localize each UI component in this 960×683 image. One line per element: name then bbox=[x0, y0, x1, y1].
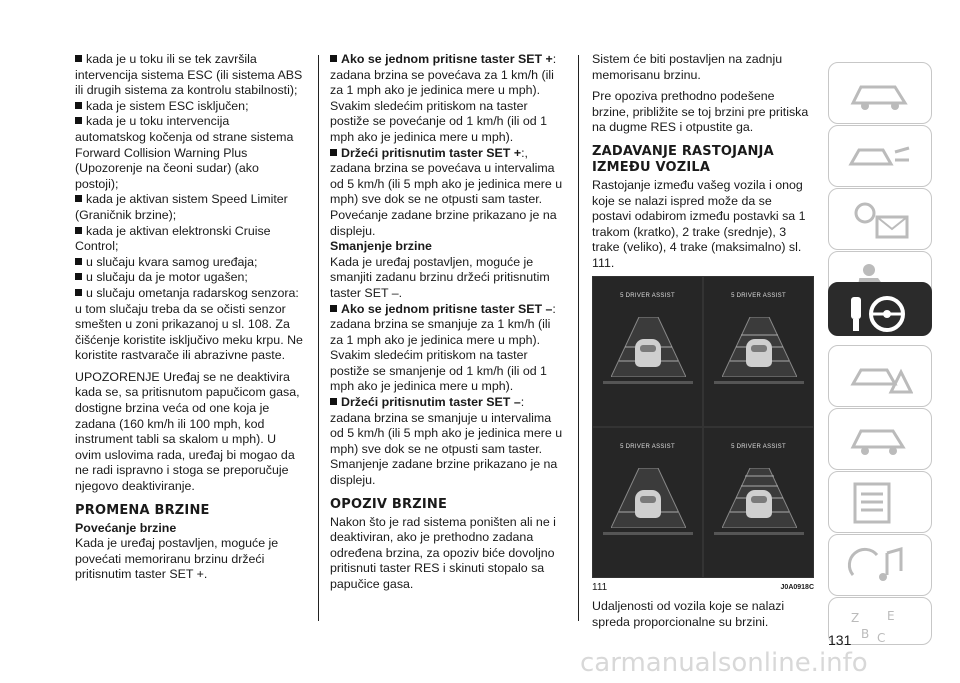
chapter-tab-dashboard[interactable] bbox=[828, 62, 932, 124]
bullet-item: Držeći pritisnutim taster SET –: zadana brzina se smanjuje u intervalima od 5 km/h (ili 5 mph ako je jedinica mere u mph) sve dok se ne otpusti sam taster. Smanjenje zadane brzine prikazano je na displeju. bbox=[330, 395, 563, 488]
distance-bar bbox=[603, 532, 693, 535]
car-icon bbox=[746, 339, 772, 367]
bullet-item: Držeći pritisnutim taster SET +:, zadana brzina se povećava u intervalima od 5 km/h (ili 5 mph ako je jedinica mere u mph) sve dok se ne otpusti sam taster. Povećanje zadane brzine prikazano je na displeju. bbox=[330, 145, 563, 238]
distance-bar bbox=[714, 532, 804, 535]
bullet-item: kada je aktivan sistem Speed Limiter (Graničnik brzine); bbox=[75, 192, 288, 222]
bullet-square-icon bbox=[330, 55, 337, 62]
bullet-item: Ako se jednom pritisne taster SET +: zadana brzina se povećava za 1 km/h (ili za 1 mph ako je jedinica mere u mph). Svakim sledećim pritiskom na taster postiže se povećanje od 1 km/h (ili od 1 mph ako je jedinica mere u mph). bbox=[330, 52, 557, 144]
car-warning-icon bbox=[847, 356, 913, 398]
car-lights-icon bbox=[847, 136, 913, 178]
body-paragraph: Rastojanje između vašeg vozila i onog koje se nalazi ispred može da se postavi odabirom između postavki sa 1 trakom (kratko), 2 trake (srednje), 3 trake (veliko), 4 trake (maksimalno) sl. 111. bbox=[592, 177, 806, 270]
section-heading: ZADAVANJE RASTOJANJA IZMEĐU VOZILA bbox=[592, 143, 774, 175]
display-panel: 5 DRIVER ASSIST bbox=[592, 276, 703, 427]
subsection-heading: Povećanje brzine bbox=[75, 520, 177, 535]
bullet-square-icon bbox=[75, 227, 82, 234]
distance-bar bbox=[603, 381, 693, 384]
key-steering-wheel-icon bbox=[847, 293, 913, 335]
column-middle bbox=[330, 52, 566, 599]
body-paragraph: Sistem će biti postavljen na zadnju memorisanu brzinu. bbox=[592, 52, 783, 82]
bullet-square-icon bbox=[75, 258, 82, 265]
section-heading: OPOZIV BRZINE bbox=[330, 496, 448, 512]
figure-number: 111 bbox=[592, 581, 608, 593]
car-icon bbox=[635, 490, 661, 518]
bullet-square-icon bbox=[75, 55, 82, 62]
display-panel: 5 DRIVER ASSIST bbox=[703, 427, 814, 578]
car-icon bbox=[746, 490, 772, 518]
svg-text:C: C bbox=[877, 631, 886, 645]
column-divider bbox=[578, 55, 579, 621]
document-list-icon bbox=[847, 482, 913, 524]
display-panel: 5 DRIVER ASSIST bbox=[592, 427, 703, 578]
bullet-square-icon bbox=[330, 305, 337, 312]
figure-driver-assist bbox=[592, 276, 814, 578]
bullet-square-icon bbox=[75, 195, 82, 202]
bullet-square-icon bbox=[75, 273, 82, 280]
bullet-square-icon bbox=[75, 289, 82, 296]
svg-text:B: B bbox=[861, 627, 870, 641]
chapter-tab-multimedia[interactable] bbox=[828, 534, 932, 596]
watermark: carmanualsonline.info bbox=[580, 648, 868, 678]
body-paragraph: Kada je uređaj postavljen, moguće je povećati memoriranu brzinu držeći pritisnutim taster SET +. bbox=[75, 536, 279, 582]
bullet-item: kada je u toku ili se tek završila intervencija sistema ESC (ili sistema ABS ili drugih sistema za kontrolu stabilnosti); bbox=[75, 52, 303, 98]
svg-text:E: E bbox=[887, 609, 895, 623]
car-icon bbox=[635, 339, 661, 367]
svg-text:Z: Z bbox=[851, 611, 860, 625]
bullet-item: u slučaju ometanja radarskog senzora: u tom slučaju treba da se očisti senzor smešten u zoni prikazanoj u sl. 108. Za čišćenje koristite isključivo meku krpu. Ne koristite rastvarače ili abrazivne paste. bbox=[75, 285, 303, 363]
body-paragraph: Pre opoziva prethodno podešene brzine, približite se toj brzini pre pritiska na dugme RES i otpustite ga. bbox=[592, 89, 809, 135]
distance-bar bbox=[714, 381, 804, 384]
chapter-tab-lights[interactable] bbox=[828, 125, 932, 187]
figure-code: J0A0918C bbox=[780, 583, 814, 591]
bullet-item: u slučaju da je motor ugašen; bbox=[75, 270, 303, 286]
display-panel: 5 DRIVER ASSIST bbox=[703, 276, 814, 427]
chapter-tab-warnings[interactable] bbox=[828, 188, 932, 250]
bullet-square-icon bbox=[75, 102, 82, 109]
body-paragraph: Kada je uređaj postavljen, moguće je smanjiti zadanu brzinu držeći pritisnutim taster SET –. bbox=[330, 254, 550, 300]
chapter-tab-technical-data[interactable] bbox=[828, 471, 932, 533]
figure-caption bbox=[592, 580, 814, 596]
bullet-item: u slučaju kvara samog uređaja; bbox=[75, 255, 303, 271]
bullet-square-icon bbox=[75, 117, 82, 124]
section-heading: PROMENA BRZINE bbox=[75, 502, 210, 518]
page-number: 131 bbox=[828, 632, 852, 648]
chapter-tab-maintenance[interactable] bbox=[828, 408, 932, 470]
subsection-heading: Smanjenje brzine bbox=[330, 239, 432, 254]
bullet-item: kada je u toku intervencija automatskog kočenja od strane sistema Forward Collision Warning Plus (Upozorenje na čeoni sudar) (ako postoji); bbox=[75, 114, 294, 191]
body-paragraph: Nakon što je rad sistema poništen ali ne i deaktiviran, ako je prethodno zadana određena brzina, za opoziv biće dovoljno pritisnuti taster RES i skinuti stopalo sa papučice gasa. bbox=[330, 514, 556, 591]
sun-mail-icon bbox=[847, 199, 913, 241]
body-paragraph: Udaljenosti od vozila koje se nalazi spreda proporcionalne su brzini. bbox=[592, 599, 785, 629]
warning-paragraph: UPOZORENJE Uređaj se ne deaktivira kada se, sa pritisnutom papučicom gasa, dostigne brzina veća od one koja je zadana (160 km/h ili 100 mph, kod instrument tabli sa skalom u mph). U ovim uslovima rada, uređaj bi mogao da ne radi ispravno i stoga se preporučuje njegovo deaktiviranje. bbox=[75, 369, 300, 494]
column-divider bbox=[318, 55, 319, 621]
column-left bbox=[75, 52, 303, 589]
column-right bbox=[592, 52, 814, 636]
bullet-item: kada je aktivan elektronski Cruise Control; bbox=[75, 223, 271, 254]
bullet-item: kada je sistem ESC isključen; bbox=[75, 99, 303, 115]
chapter-tab-emergency[interactable] bbox=[828, 345, 932, 407]
music-phone-icon bbox=[847, 545, 913, 587]
bullet-square-icon bbox=[330, 398, 337, 405]
alphabet-index-icon bbox=[847, 608, 913, 646]
bullet-square-icon bbox=[330, 149, 337, 156]
car-service-icon bbox=[847, 419, 913, 461]
car-dashboard-icon bbox=[847, 73, 913, 115]
chapter-tab-driving[interactable] bbox=[828, 282, 932, 336]
bullet-item: Ako se jednom pritisne taster SET –: zadana brzina se smanjuje za 1 km/h (ili za 1 mph ako je jedinica mere u mph). Svakim sledećim pritiskom na taster postiže se smanjenje od 1 km/h (ili od 1 mph ako je jedinica mere u mph). bbox=[330, 301, 556, 394]
